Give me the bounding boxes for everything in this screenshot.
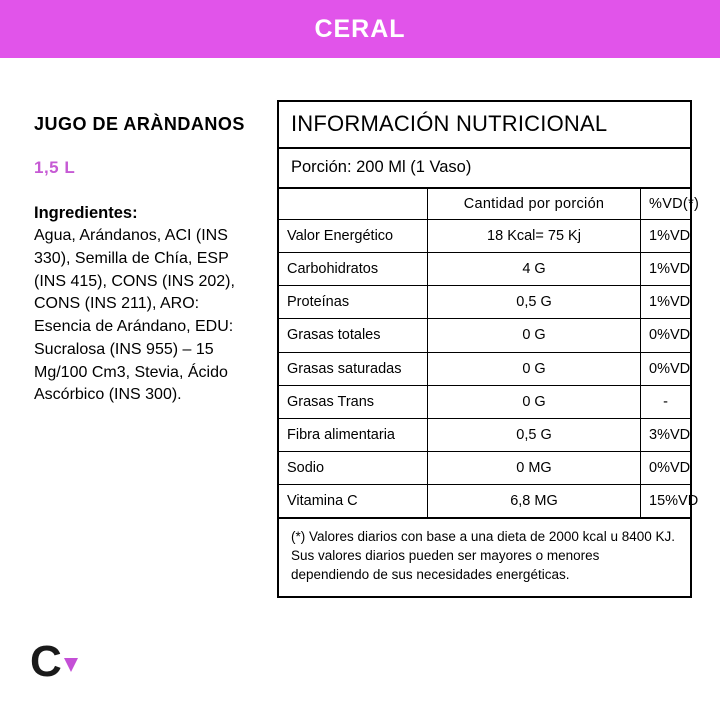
nutrient-vd: - (641, 385, 691, 418)
nutrient-amount: 4 G (428, 253, 641, 286)
table-row (279, 385, 690, 418)
nutrient-vd: 0%VD (641, 451, 691, 484)
nutrient-amount: 0 G (428, 352, 641, 385)
table-row (279, 485, 690, 519)
nutrient-vd: 15%VD (641, 485, 691, 519)
svg-text:C: C (30, 638, 62, 686)
header-band (0, 0, 720, 58)
daily-values-footnote: (*) Valores diarios con base a una dieta de 2000 kcal u 8400 KJ. Sus valores diarios pueden ser mayores o menores dependiendo de sus necesidades energéticas. (291, 529, 675, 582)
serving-size: Porción: 200 Ml (1 Vaso) (279, 149, 690, 189)
nutrient-amount: 18 Kcal= 75 Kj (428, 220, 641, 253)
product-volume: 1,5 L (34, 158, 76, 178)
nutrient-amount: 6,8 MG (428, 485, 641, 519)
product-info-column (34, 112, 254, 407)
ingredients-heading: Ingredientes: (34, 204, 138, 223)
table-row (279, 418, 690, 451)
nutrient-label: Grasas totales (279, 319, 428, 352)
column-header-amount: Cantidad por porción (428, 189, 641, 220)
table-row (279, 352, 690, 385)
nutrient-amount: 0 G (428, 385, 641, 418)
nutrient-label: Vitamina C (279, 485, 428, 519)
column-header-vd: %VD(*) (641, 189, 691, 220)
nutrient-vd: 0%VD (641, 352, 691, 385)
nutrient-amount: 0,5 G (428, 286, 641, 319)
table-row (279, 451, 690, 484)
nutrient-vd: 3%VD (641, 418, 691, 451)
nutrient-label: Sodio (279, 451, 428, 484)
nutrient-label: Carbohidratos (279, 253, 428, 286)
nutrient-label: Fibra alimentaria (279, 418, 428, 451)
nutrient-label: Grasas Trans (279, 385, 428, 418)
table-row (279, 319, 690, 352)
nutrient-label: Valor Energético (279, 220, 428, 253)
nutrition-table (279, 189, 700, 519)
table-row (279, 220, 690, 253)
table-row (279, 253, 690, 286)
nutrient-label: Proteínas (279, 286, 428, 319)
ceral-logo-icon (30, 638, 90, 686)
brand-title: CERAL (314, 14, 406, 43)
column-header-blank (279, 189, 428, 220)
nutrient-vd: 0%VD (641, 319, 691, 352)
nutrition-title: INFORMACIÓN NUTRICIONAL (279, 102, 690, 149)
nutrient-amount: 0 MG (428, 451, 641, 484)
nutrient-amount: 0,5 G (428, 418, 641, 451)
product-name: JUGO DE ARÀNDANOS (34, 114, 245, 134)
nutrient-vd: 1%VD (641, 220, 691, 253)
nutrient-label: Grasas saturadas (279, 352, 428, 385)
nutrition-facts-panel (277, 100, 700, 598)
nutrient-amount: 0 G (428, 319, 641, 352)
table-row (279, 286, 690, 319)
table-header-row (279, 189, 690, 220)
ingredients-list: Agua, Arándanos, ACI (INS 330), Semilla de Chía, ESP (INS 415), CONS (INS 202), CONS (INS 211), ARO: Esencia de Arándano, EDU: Sucralosa (INS 955) – 15 Mg/100 Cm3, Stevia, Ácido Ascórbico (INS 300). (34, 227, 235, 404)
nutrient-vd: 1%VD (641, 253, 691, 286)
nutrient-vd: 1%VD (641, 286, 691, 319)
